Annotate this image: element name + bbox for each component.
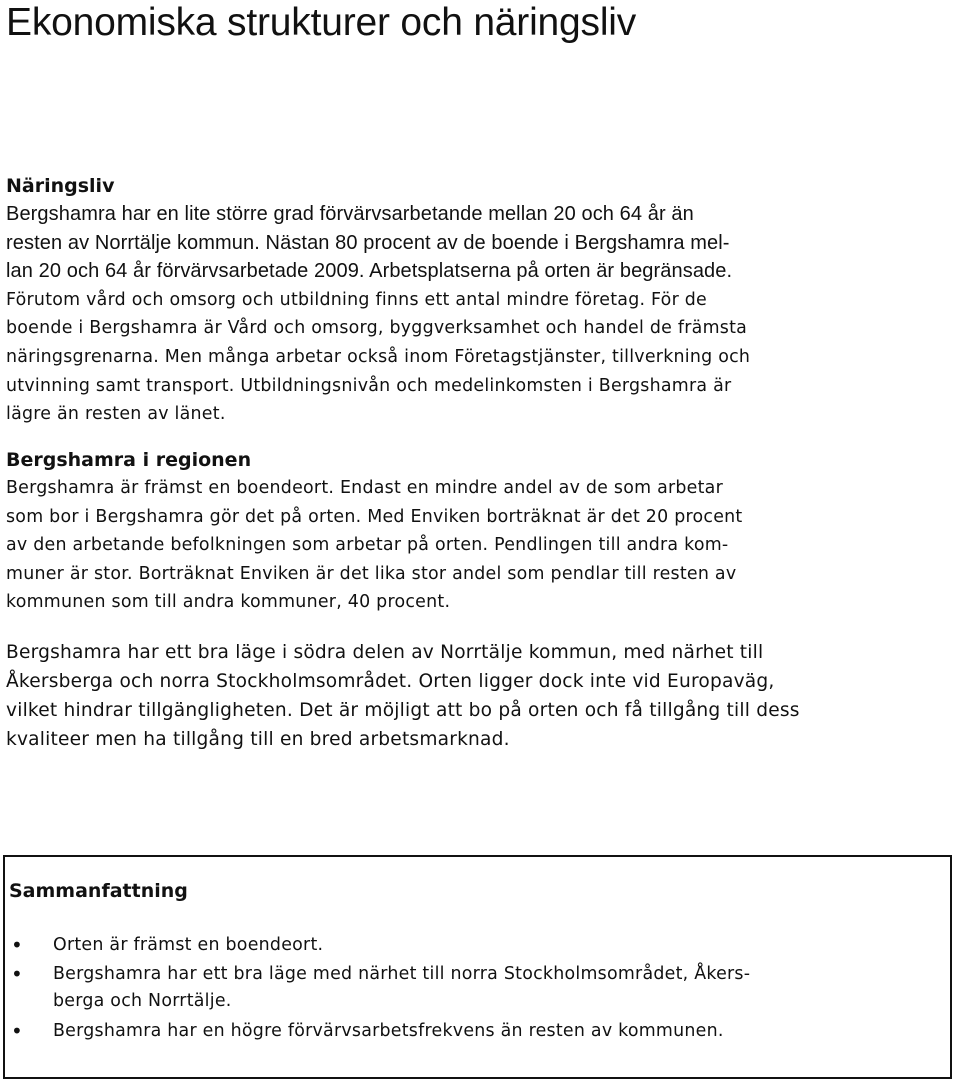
text-line: lan 20 och 64 år förvärvsarbetade 2009. Arbetsplatserna på orten är begränsade. (6, 260, 733, 283)
regionen-section (6, 446, 956, 617)
lage-section (6, 638, 956, 754)
text-line: som bor i Bergshamra gör det på orten. Med Enviken borträknat är det 20 procent (6, 506, 743, 527)
text-line: utvinning samt transport. Utbildningsnivån och medelinkomsten i Bergshamra är (6, 375, 732, 396)
text-line: Bergshamra har ett bra läge i södra delen av Norrtälje kommun, med närhet till (6, 642, 764, 663)
list-item (9, 932, 944, 959)
bullet-icon: • (11, 962, 24, 986)
text-line: näringsgrenarna. Men många arbetar också inom Företagstjänster, tillverkning och (6, 346, 751, 367)
text-line: boende i Bergshamra är Vård och omsorg, byggverksamhet och handel de främsta (6, 318, 748, 339)
list-item (9, 961, 944, 1015)
list-item-text: Orten är främst en boendeort. (53, 935, 324, 955)
naringsliv-heading: Näringsliv (6, 175, 115, 197)
bullet-icon: • (11, 1019, 24, 1043)
summary-box (3, 855, 952, 1079)
lage-paragraph (6, 638, 956, 754)
naringsliv-paragraph (6, 200, 956, 429)
list-item-text: Bergshamra har en högre förvärvsarbetsfrekvens än resten av kommunen. (53, 1021, 724, 1041)
regionen-heading: Bergshamra i regionen (6, 449, 252, 471)
list-item-text: berga och Norrtälje. (53, 991, 232, 1011)
summary-list (9, 932, 944, 1045)
text-line: kvaliteer men ha tillgång till en bred arbetsmarknad. (6, 729, 510, 750)
text-line: Bergshamra har en lite större grad förvärvsarbetande mellan 20 och 64 år än (6, 203, 694, 225)
bullet-icon: • (11, 933, 24, 957)
text-line: Förutom vård och omsorg och utbildning finns ett antal mindre företag. För de (6, 289, 707, 310)
text-line: lägre än resten av länet. (6, 404, 226, 425)
text-line: Bergshamra är främst en boendeort. Endast en mindre andel av de som arbetar (6, 478, 723, 498)
text-line: av den arbetande befolkningen som arbetar på orten. Pendlingen till andra kom- (6, 535, 729, 556)
text-line: vilket hindrar tillgängligheten. Det är möjligt att bo på orten och få tillgång till dess (6, 700, 800, 721)
page-title: Ekonomiska strukturer och näringsliv (6, 1, 637, 44)
naringsliv-section (6, 172, 956, 429)
text-line: resten av Norrtälje kommun. Nästan 80 procent av de boende i Bergshamra mel- (6, 231, 730, 254)
text-line: muner är stor. Borträknat Enviken är det lika stor andel som pendlar till resten av (6, 563, 737, 584)
summary-heading: Sammanfattning (9, 880, 188, 902)
text-line: Åkersberga och norra Stockholmsområdet. Orten ligger dock inte vid Europaväg, (6, 671, 775, 692)
list-item-text: Bergshamra har ett bra läge med närhet till norra Stockholmsområdet, Åkers- (53, 964, 751, 984)
regionen-paragraph (6, 474, 956, 617)
text-line: kommunen som till andra kommuner, 40 procent. (6, 592, 451, 613)
list-item (9, 1018, 944, 1045)
